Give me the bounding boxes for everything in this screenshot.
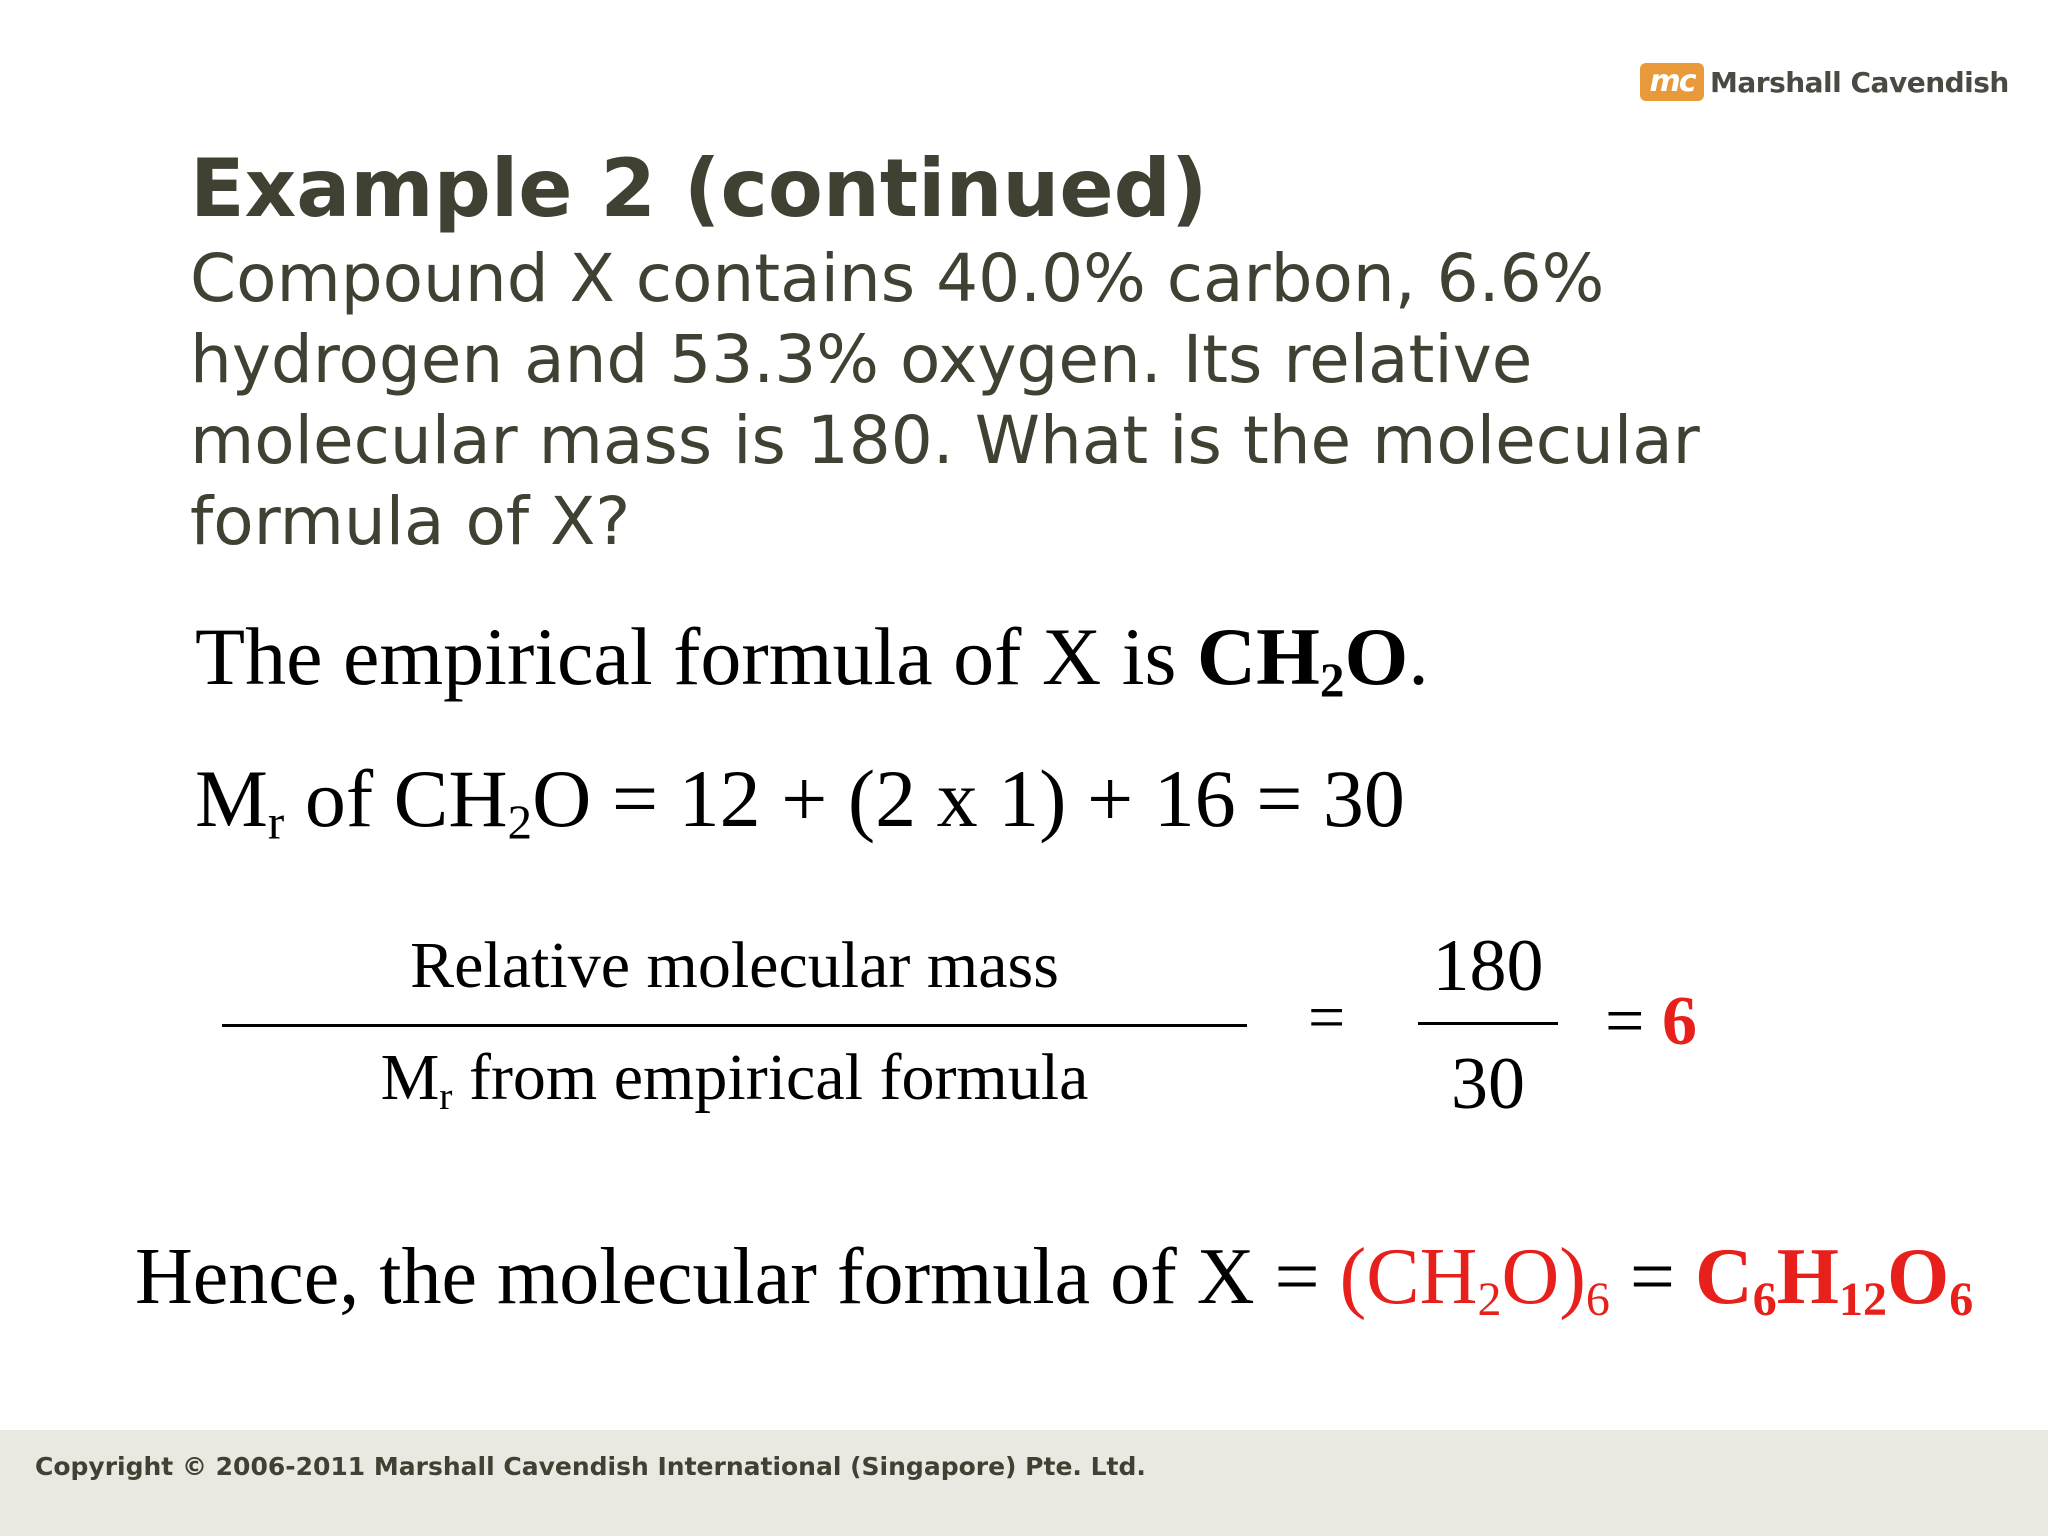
conclusion-line	[135, 1232, 1974, 1326]
conclusion-prefix: Hence, the molecular formula of X =	[135, 1233, 1340, 1321]
mf-o-sub: 6	[1949, 1273, 1974, 1326]
mr-sub2: 2	[507, 794, 533, 850]
ratio-result-value: 6	[1661, 983, 1697, 1060]
copyright-notice: Copyright © 2006-2011 Marshall Cavendish International (Singapore) Pte. Ltd.	[35, 1452, 1146, 1481]
ratio-result	[1605, 982, 1697, 1062]
slide-title	[190, 142, 1207, 235]
molecular-formula	[1694, 1233, 1974, 1326]
mf-h-sub: 12	[1839, 1273, 1887, 1326]
empirical-prefix: The empirical formula of X is	[195, 611, 1197, 702]
mr-calculation-line	[195, 752, 1405, 850]
value-fraction-bar	[1418, 1022, 1558, 1025]
empirical-formula-ch: CH	[1196, 611, 1320, 702]
mr-of: of CH	[284, 753, 508, 844]
empirical-formula	[1196, 611, 1409, 708]
value-numerator: 180	[1432, 925, 1544, 1007]
empirical-suffix: .	[1408, 611, 1429, 702]
grouped-close: O)	[1501, 1233, 1586, 1321]
ratio-den-rest: from empirical formula	[452, 1041, 1089, 1114]
mr-m: M	[195, 753, 268, 844]
ratio-den-m: M	[380, 1041, 440, 1114]
logo-mark: mc	[1640, 63, 1704, 101]
empirical-formula-line	[195, 610, 1429, 708]
ratio-numerator: Relative molecular mass	[410, 929, 1059, 1002]
grouped-sub2: 2	[1477, 1273, 1502, 1326]
title-bold: Example 2	[190, 142, 657, 235]
mf-h: H	[1776, 1233, 1839, 1321]
publisher-logo	[1640, 62, 2009, 102]
empirical-formula-sub: 2	[1319, 652, 1345, 708]
mf-o: O	[1887, 1233, 1950, 1321]
ratio-denominator	[222, 1040, 1247, 1116]
footer-bar	[0, 1430, 2048, 1536]
mr-rest: O = 12 + (2 x 1) + 16 = 30	[532, 753, 1405, 844]
value-denominator: 30	[1451, 1043, 1525, 1125]
mf-c-sub: 6	[1752, 1273, 1777, 1326]
logo-name: Marshall Cavendish	[1710, 65, 2009, 99]
mf-c: C	[1694, 1233, 1753, 1321]
grouped-sub6: 6	[1585, 1273, 1610, 1326]
empirical-formula-o: O	[1344, 611, 1409, 702]
problem-statement: Compound X contains 40.0% carbon, 6.6% hydrogen and 53.3% oxygen. Its relative molecular mass is 180. What is the molecular formula of X?	[190, 240, 1700, 560]
grouped-open: (CH	[1339, 1233, 1478, 1321]
ratio-fraction-bar	[222, 1024, 1247, 1027]
ratio-equals-sign: =	[1308, 981, 1346, 1054]
title-rest: (continued)	[656, 142, 1208, 235]
mr-r: r	[267, 794, 285, 850]
ratio-result-eq: =	[1605, 983, 1662, 1060]
conclusion-eq: =	[1609, 1233, 1695, 1321]
conclusion-grouped-formula	[1339, 1233, 1610, 1326]
ratio-den-r: r	[439, 1073, 453, 1118]
